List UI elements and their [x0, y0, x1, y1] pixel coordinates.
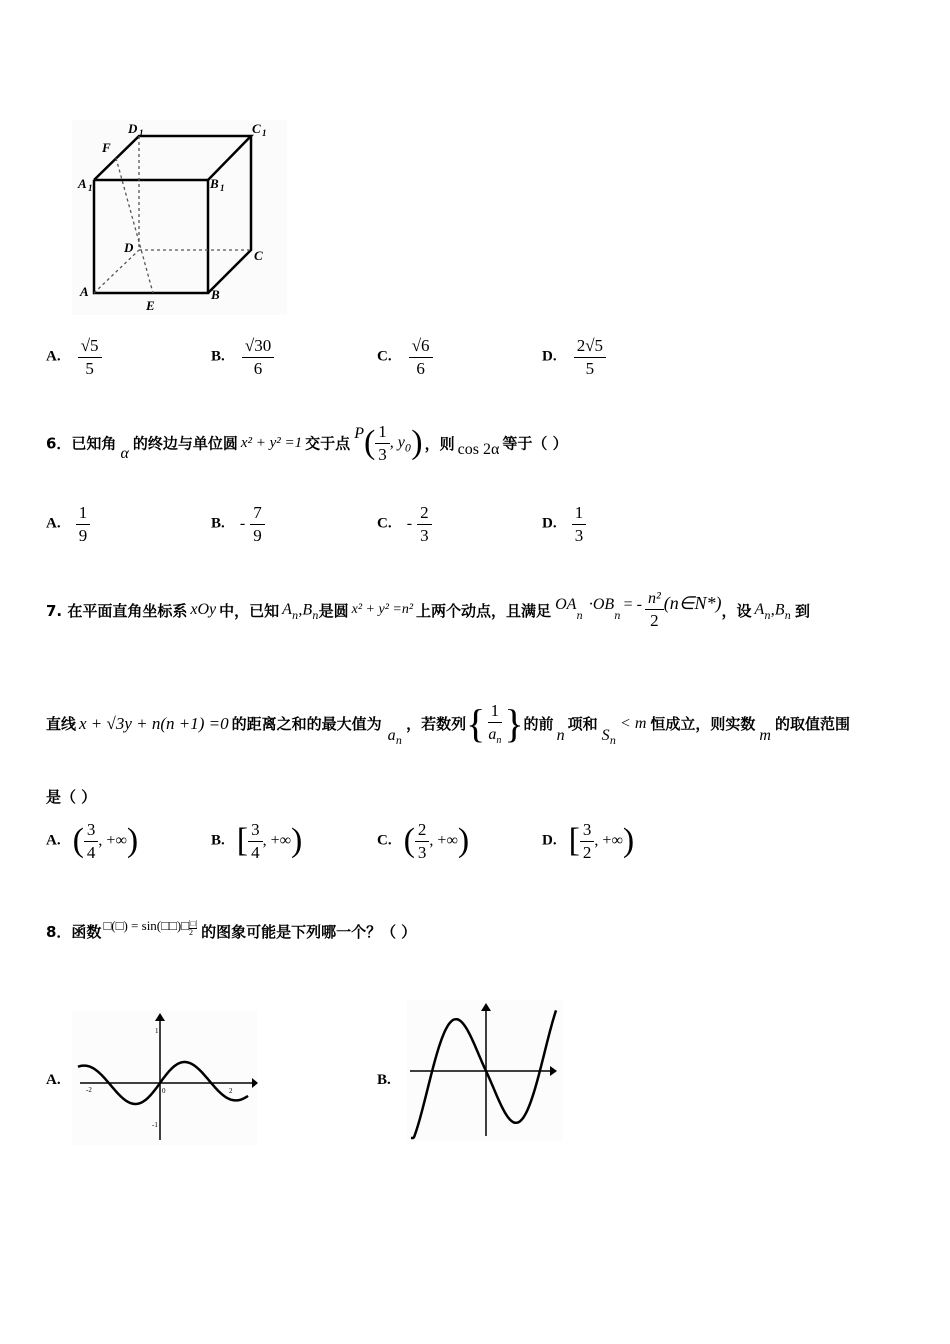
- q7-option-c: C. ( $\frac{2}{3}$ , +∞): [377, 820, 470, 862]
- q7-vector-OB: ·OB: [588, 595, 615, 613]
- q5-d-numerator: 2√5: [574, 336, 606, 358]
- q5-a-numerator: √5: [78, 336, 102, 358]
- q5-c-numerator: √6: [409, 336, 433, 358]
- cube-figure: [70, 118, 290, 318]
- label-F: F: [102, 140, 111, 155]
- label-C: C: [254, 248, 263, 263]
- q6-point-P: P: [354, 424, 364, 442]
- q6-option-d: D. $\frac{1}{3}$: [542, 503, 586, 545]
- label-D1-sub: 1: [139, 128, 144, 138]
- q6-cos2alpha: cos 2α: [457, 440, 500, 458]
- q7-line1: 7. 在平面直角坐标系 xOy 中，已知 $A_n,B_n$是圆 x² + y² =n² 上两个动点，且满足 $OA_n\cdot OB_n=$ - $\frac{\text{n²}}{2}$ (n∈N*)，设 $A_n,B_n$ 到: [46, 590, 810, 631]
- graph-a-tick-origin: 0: [162, 1087, 166, 1095]
- q7-option-d: D. [ $\frac{3}{2}$ , +∞): [542, 820, 635, 862]
- q6-option-b: B. - $\frac{7}{9}$: [211, 503, 265, 545]
- q7-a-n: a: [387, 727, 396, 744]
- q7-xoy: xOy: [190, 601, 217, 619]
- q5-option-c: C. $\frac{√6}{6}$: [377, 336, 433, 378]
- label-D: D: [124, 240, 134, 255]
- label-E: E: [146, 298, 155, 313]
- q7-option-a: A. ( $\frac{3}{4}$ , +∞): [46, 820, 139, 862]
- q7-circle-eq: x² + y² =n²: [351, 602, 414, 618]
- label-D1: D: [128, 121, 138, 136]
- label-B: B: [211, 287, 220, 302]
- q7-line3: 是（ ）: [46, 788, 97, 806]
- label-A1-sub: 1: [88, 183, 93, 193]
- label-A1: A: [78, 176, 87, 191]
- q8-function-formula: □(□) = sin(□□)□: [103, 918, 190, 933]
- q5-option-d: D. $\frac{2√5}{5}$: [542, 336, 606, 378]
- q6-option-a: A. $\frac{1}{9}$: [46, 503, 90, 545]
- label-C1-sub: 1: [262, 128, 267, 138]
- q7-S-n: S: [601, 727, 610, 744]
- q8-option-b-label: B.: [377, 1072, 391, 1088]
- q7-condition: (n∈N*): [663, 592, 722, 613]
- q6-alpha: α: [120, 444, 129, 462]
- q5-b-numerator: √30: [242, 336, 274, 358]
- q6-option-c: C. - $\frac{2}{3}$: [377, 503, 432, 545]
- q7-option-b: B. [ $\frac{3}{4}$ , +∞): [211, 820, 303, 862]
- label-B1-sub: 1: [220, 183, 225, 193]
- graph-a-tick-right: 2: [229, 1087, 233, 1095]
- q5-c-denominator: 6: [416, 358, 425, 378]
- q5-d-denominator: 5: [585, 358, 595, 378]
- label-A: A: [80, 284, 89, 299]
- q8-option-a-label: A.: [46, 1072, 61, 1088]
- label-B1: B: [210, 176, 219, 191]
- graph-a-tick-top: 1: [155, 1027, 159, 1035]
- label-C1: C: [252, 121, 261, 136]
- q5-b-denominator: 6: [253, 358, 263, 378]
- graph-a-tick-left: -2: [86, 1086, 92, 1094]
- q5-a-denominator: 5: [85, 358, 94, 378]
- q6-stem: 6．已知角α的终边与单位圆 x² + y² =1 交于点P( $\frac{1}{3}$ , $y_0$) ，则 cos 2α 等于（ ）: [46, 422, 568, 464]
- q8-stem: 8．函数 $^{□(□) = sin(□□)□}$ |□| 2 的图象可能是下列哪一个？（ ）: [46, 918, 417, 941]
- q8-graph-b: [405, 998, 565, 1144]
- q7-line2: 直线 x + √3y + n(n +1) =0 的距离之和的最大值为$a_n$，若数列{ $\frac{1}{a_n}$ }的前n项和$S_n< m$ 恒成立，则实数m的取值范围: [46, 700, 850, 747]
- q7-line-equation: x + √3y + n(n +1) =0: [79, 713, 229, 733]
- q8-graph-a: [70, 1008, 260, 1148]
- graph-a-tick-bottom: -1: [152, 1121, 158, 1129]
- q5-option-b: B. $\frac{√30}{6}$: [211, 336, 274, 378]
- q5-option-a: A. $\frac{√5}{5}$: [46, 336, 102, 378]
- q6-circle-eq: x² + y² =1: [240, 434, 303, 451]
- q7-vector-OA: OA: [555, 595, 577, 613]
